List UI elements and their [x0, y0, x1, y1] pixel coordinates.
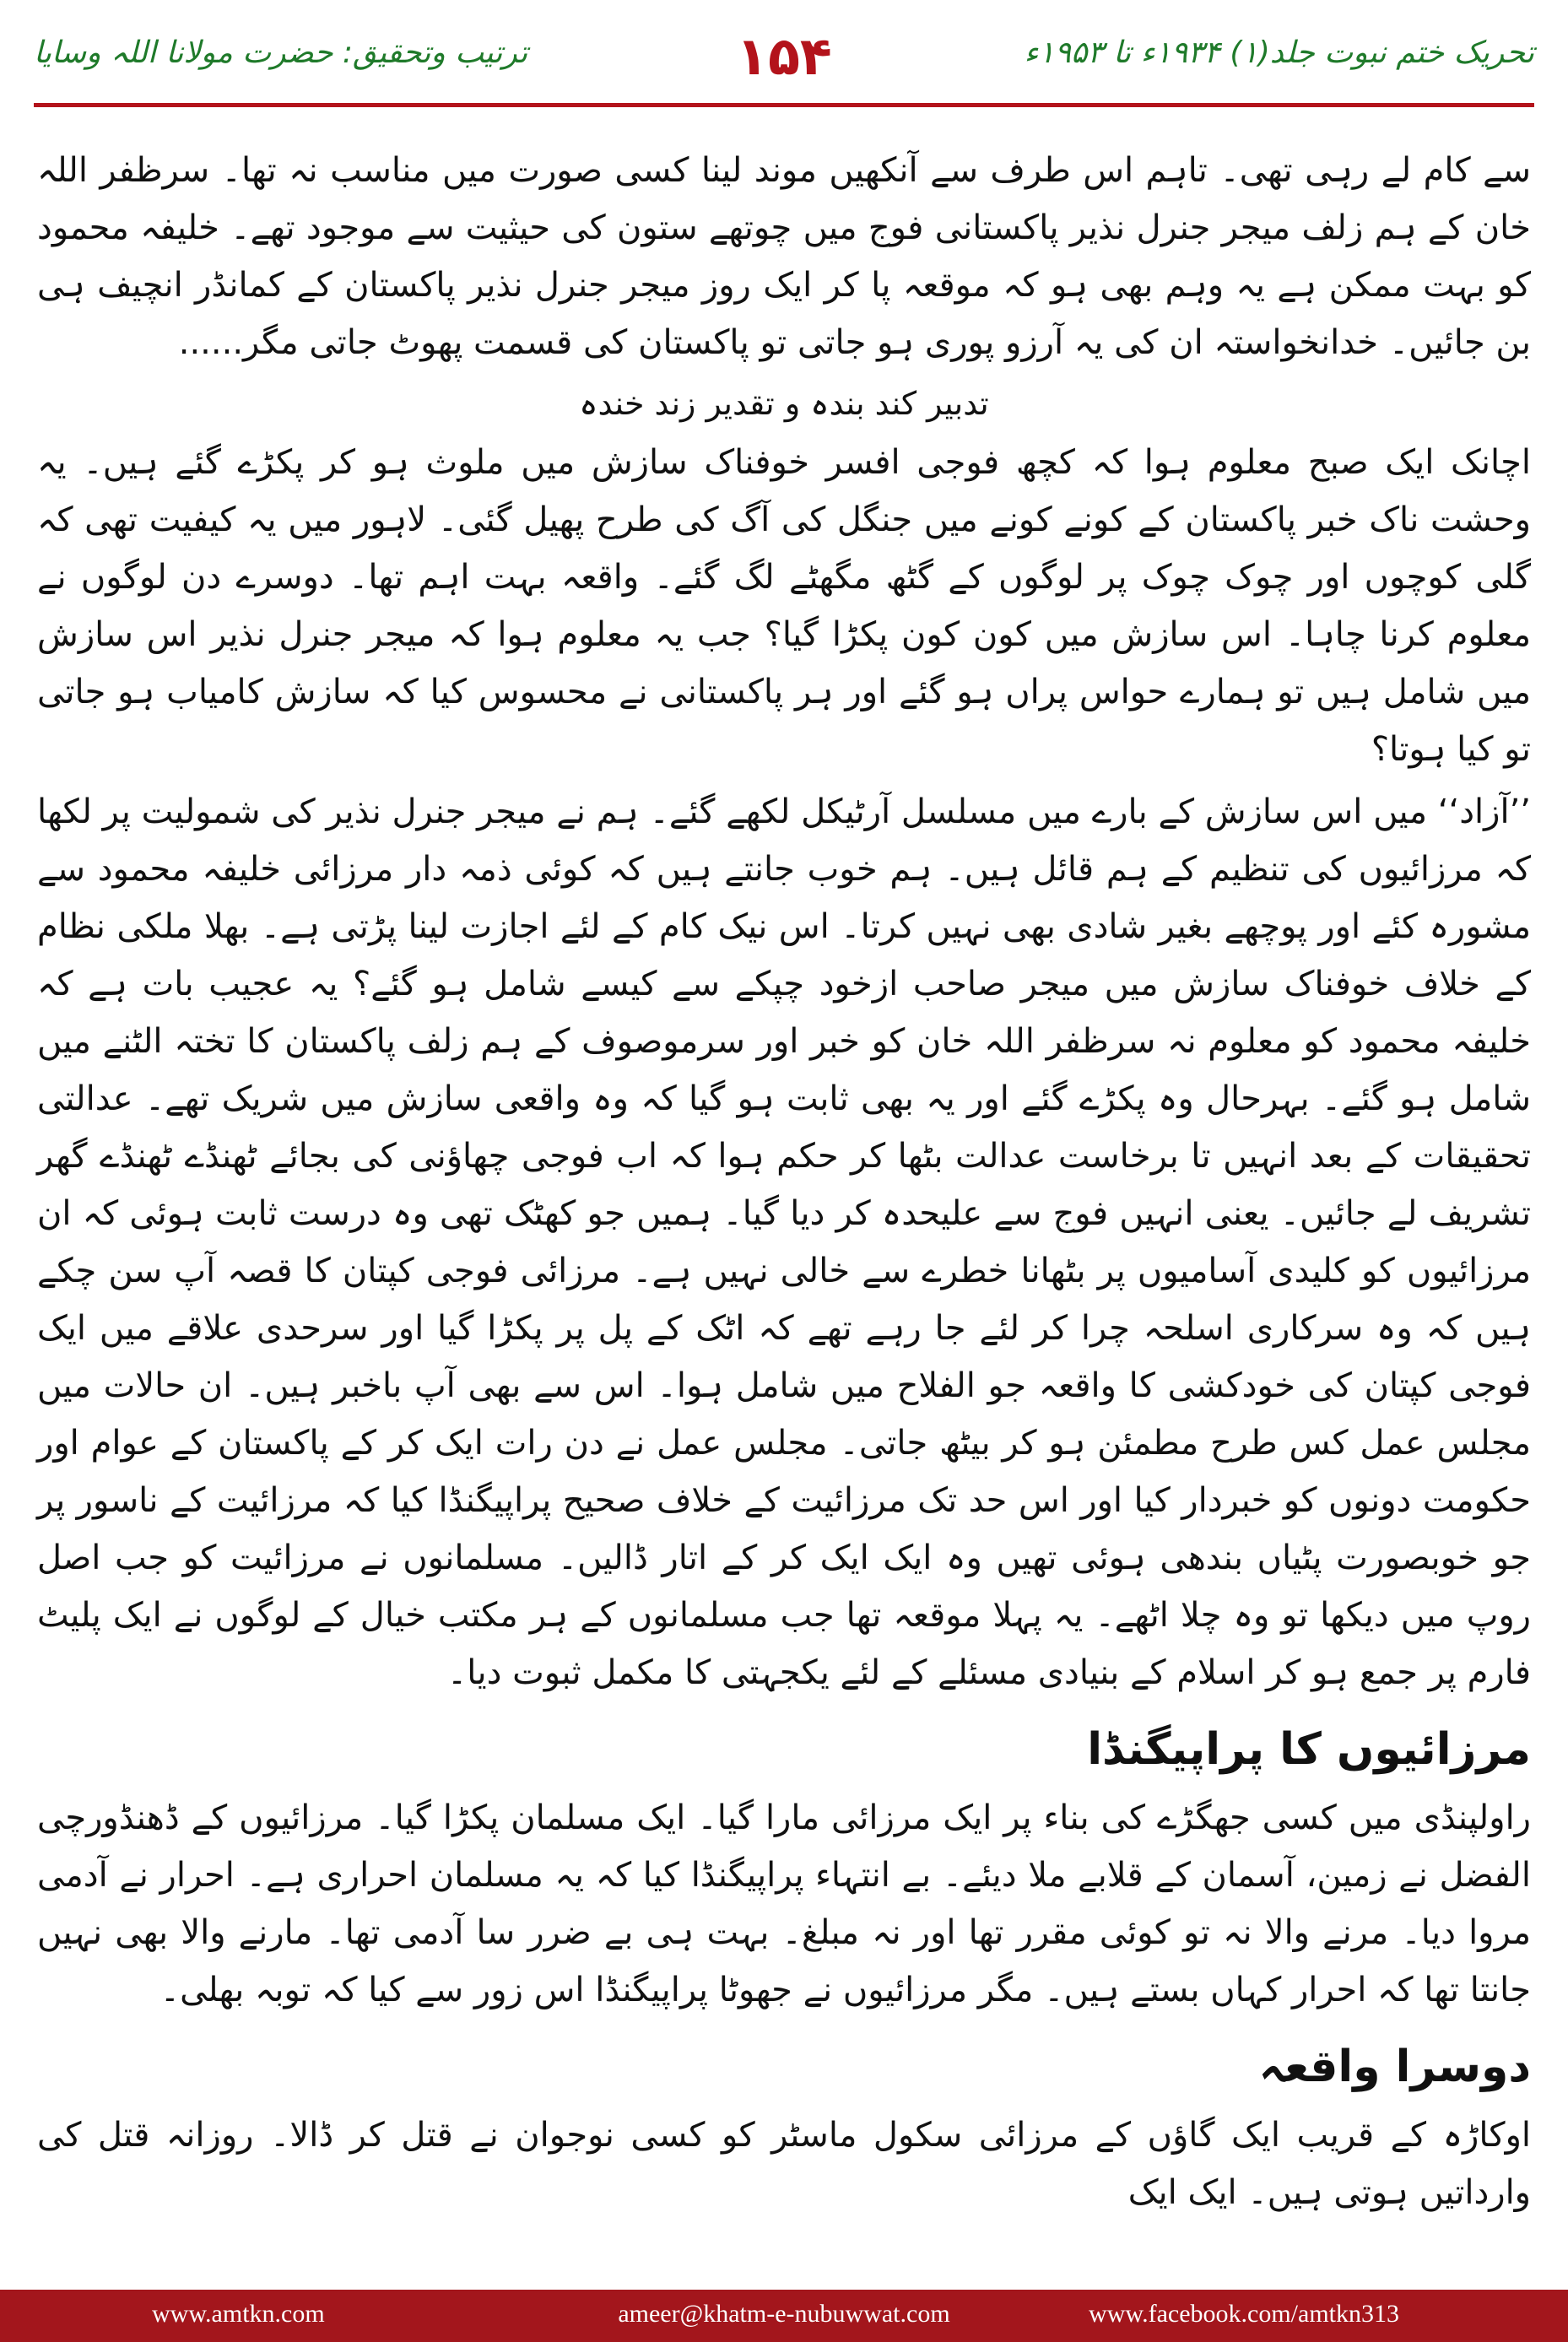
paragraph: اچانک ایک صبح معلوم ہوا کہ کچھ فوجی افسر خوفناک سازش میں ملوث ہو کر پکڑے گئے ہیں۔ یہ وحشت ناک خبر پاکستان کے کونے کونے میں جنگل کی آگ کی طرح پھیل گئی۔ لاہور میں یہ کیفیت تھی کہ گلی کوچوں اور چوک چوک پر لوگوں کے گٹھ مگھٹے لگ گئے۔ واقعہ بہت اہم تھا۔ دوسرے دن لوگوں نے معلوم کرنا چاہا۔ اس سازش میں کون کون پکڑا گیا؟ جب یہ معلوم ہوا کہ میجر جنرل نذیر اس سازش میں شامل ہیں تو ہمارے حواس پراں ہو گئے اور ہر پاکستانی نے محسوس کیا کہ سازش کامیاب ہو جاتی تو کیا ہوتا؟	[37, 443, 1531, 769]
section-heading: مرزائیوں کا پراپیگنڈا	[1087, 1724, 1531, 1775]
website-link[interactable]: www.amtkn.com	[152, 2300, 325, 2328]
facebook-link[interactable]: www.facebook.com/amtkn313	[1089, 2300, 1399, 2328]
persian-verse: تدبیر کند بندہ و تقدیر زند خندہ	[579, 385, 989, 422]
series-title: تحریک ختم نبوت جلد(۱) ۱۹۳۴ء تا ۱۹۵۳ء	[1024, 35, 1534, 70]
section-heading: دوسرا واقعہ	[1258, 2042, 1531, 2092]
email-link[interactable]: ameer@khatm-e-nubuwwat.com	[618, 2300, 950, 2328]
paragraph: اوکاڑہ کے قریب ایک گاؤں کے مرزائی سکول ماسٹر کو کسی نوجوان نے قتل کر ڈالا۔ روزانہ قتل کی وارداتیں ہوتی ہیں۔ ایک ایک	[37, 2116, 1531, 2212]
paragraph: سے کام لے رہی تھی۔ تاہم اس طرف سے آنکھیں موند لینا کسی صورت میں مناسب نہ تھا۔ سرظفر اللہ خان کے ہم زلف میجر جنرل نذیر پاکستانی فوج میں چوتھے ستون کی حیثیت سے موجود تھے۔ خلیفہ محمود کو بہت ممکن ہے یہ وہم بھی ہو کہ موقعہ پا کر ایک روز میجر جنرل نذیر پاکستان کے کمانڈر انچیف ہی بن جائیں۔ خدانخواستہ ان کی یہ آرزو پوری ہو جاتی تو پاکستان کی قسمت پھوٹ جاتی مگر......	[37, 151, 1531, 362]
page-number: ۱۵۴	[736, 25, 832, 87]
page-header	[34, 25, 1534, 93]
paragraph: ’’آزاد‘‘ میں اس سازش کے بارے میں مسلسل آرٹیکل لکھے گئے۔ ہم نے میجر جنرل نذیر کی شمولیت پر لکھا کہ مرزائیوں کی تنظیم کے ہم قائل ہیں۔ ہم خوب جانتے ہیں کہ کوئی ذمہ دار مرزائی خلیفہ محمود سے مشورہ کئے اور پوچھے بغیر شادی بھی نہیں کرتا۔ اس نیک کام کے لئے اجازت لینا پڑتی ہے۔ بھلا ملکی نظام کے خلاف خوفناک سازش میں میجر صاحب ازخود چپکے سے کیسے شامل ہو گئے؟ یہ عجیب بات ہے کہ خلیفہ محمود کو معلوم نہ سرظفر اللہ خان کو خبر اور سرموصوف کے ہم زلف پاکستان کا تختہ الٹنے میں شامل ہو گئے۔ بہرحال وہ پکڑے گئے اور یہ بھی ثابت ہو گیا کہ وہ واقعی سازش میں شریک تھے۔ عدالتی تحقیقات کے بعد انہیں تا برخاست عدالت بٹھا کر حکم ہوا کہ اب فوجی چھاؤنی کی بجائے ٹھنڈے ٹھنڈے گھر تشریف لے جائیں۔ یعنی انہیں فوج سے علیحدہ کر دیا گیا۔ ہمیں جو کھٹک تھی وہ درست ثابت ہوئی کہ ان مرزائیوں کو کلیدی آسامیوں پر بٹھانا خطرے سے خالی نہیں ہے۔ مرزائی فوجی کپتان کا قصہ آپ سن چکے ہیں کہ وہ سرکاری اسلحہ چرا کر لئے جا رہے تھے کہ اٹک کے پل پر پکڑا گیا اور سرحدی علاقے میں ایک فوجی کپتان کی خودکشی کا واقعہ جو الفلاح میں شامل ہوا۔ اس سے بھی آپ باخبر ہیں۔ ان حالات میں مجلس عمل کس طرح مطمئن ہو کر بیٹھ جاتی۔ مجلس عمل نے دن رات ایک کر کے پاکستان کے عوام اور حکومت دونوں کو خبردار کیا اور اس حد تک مرزائیت کے خلاف صحیح پراپیگنڈا کیا کہ مرزائیت کے ناسور پر جو خوبصورت پٹیاں بندھی ہوئی تھیں وہ ایک ایک کر کے اتار ڈالیں۔ مسلمانوں نے مرزائیت کو جب اصل روپ میں دیکھا تو وہ چلا اٹھے۔ یہ پہلا موقعہ تھا جب مسلمانوں کے ہر مکتب خیال کے لوگوں نے ایک پلیٹ فارم پر جمع ہو کر اسلام کے بنیادی مسئلے کے لئے یکجہتی کا مکمل ثبوت دیا۔	[37, 792, 1532, 1692]
paragraph: راولپنڈی میں کسی جھگڑے کی بناء پر ایک مرزائی مارا گیا۔ ایک مسلمان پکڑا گیا۔ مرزائیوں کے ڈھنڈورچی الفضل نے زمین، آسمان کے قلابے ملا دیئے۔ بے انتہاء پراپیگنڈا کیا کہ یہ مسلمان احراری ہے۔ احرار نے آدمی مروا دیا۔ مرنے والا نہ تو کوئی مقرر تھا اور نہ مبلغ۔ بہت ہی بے ضرر سا آدمی تھا۔ مارنے والا بھی نہیں جانتا تھا کہ احرار کہاں بستے ہیں۔ مگر مرزائیوں نے جھوٹا پراپیگنڈا اس زور سے کیا کہ توبہ بھلی۔	[37, 1798, 1531, 2009]
header-divider	[34, 103, 1534, 107]
page-body	[37, 142, 1532, 2212]
compiler-credit: ترتیب وتحقیق: حضرت مولانا اللہ وسایا	[34, 35, 528, 70]
page-footer	[0, 2290, 1568, 2342]
